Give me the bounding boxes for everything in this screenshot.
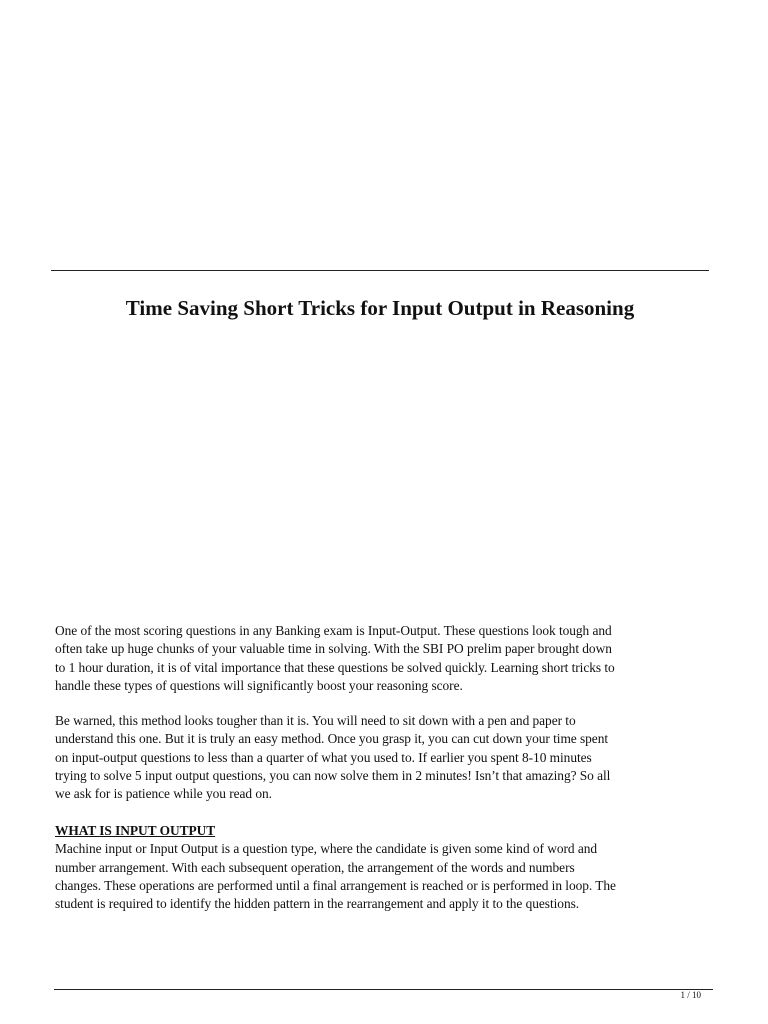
paragraph-line: student is required to identify the hidden pattern in the rearrangement and apply it to the questions. — [55, 896, 580, 912]
paragraph-line: understand this one. But it is truly an easy method. Once you grasp it, you can cut down your time spent — [55, 731, 609, 747]
section-heading: WHAT IS INPUT OUTPUT — [55, 823, 216, 838]
paragraph-line: to 1 hour duration, it is of vital importance that these questions be solved quickly. Learning short tricks to — [55, 659, 615, 675]
header-rule — [51, 270, 709, 271]
paragraph-line: trying to solve 5 input output questions, you can now solve them in 2 minutes! Isn’t that amazing? So all — [55, 767, 611, 783]
paragraph-line: Machine input or Input Output is a question type, where the candidate is given some kind of word and — [55, 841, 598, 857]
paragraph-line: changes. These operations are performed until a final arrangement is reached or is performed in loop. The — [55, 877, 616, 893]
page-indicator: 1 / 10 — [680, 990, 701, 1000]
paragraph-line: we ask for is patience while you read on. — [55, 786, 272, 802]
paragraph-line: on input-output questions to less than a quarter of what you used to. If earlier you spent 8-10 minutes — [55, 749, 592, 765]
paragraph-line: number arrangement. With each subsequent operation, the arrangement of the words and numbers — [55, 859, 575, 875]
intro-paragraph — [55, 622, 720, 695]
document-title: Time Saving Short Tricks for Input Output in Reasoning — [125, 296, 635, 320]
paragraph-line: Be warned, this method looks tougher than it is. You will need to sit down with a pen and paper to — [55, 713, 576, 728]
paragraph-line: often take up huge chunks of your valuable time in solving. With the SBI PO prelim paper brought down — [55, 641, 612, 657]
paragraph-line: handle these types of questions will significantly boost your reasoning score. — [55, 677, 463, 693]
footer-rule — [54, 989, 713, 990]
definition-section — [55, 822, 720, 913]
paragraph-line: One of the most scoring questions in any Banking exam is Input-Output. These questions look tough and — [55, 623, 612, 638]
warning-paragraph — [55, 712, 720, 803]
